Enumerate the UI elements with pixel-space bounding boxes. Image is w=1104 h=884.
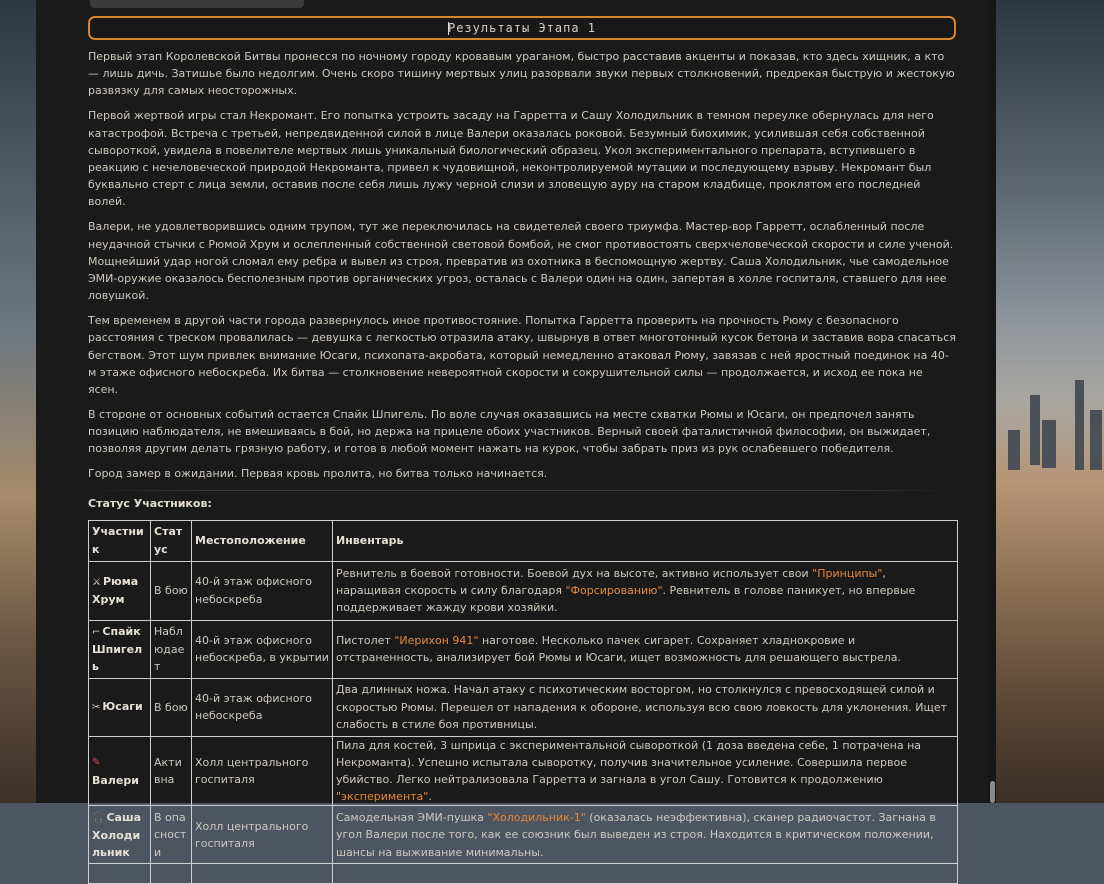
inventory-text: Ревнитель в боевой готовности. Боевой дух на высоте, активно использует свои: [336, 566, 813, 580]
table-cell-empty: [151, 864, 192, 884]
table-cell-empty: [192, 864, 333, 884]
participant-location: 40-й этаж офисного небоскреба: [192, 678, 333, 736]
participant-name-text: Спайк Шпигель: [92, 624, 143, 674]
highlighted-term: "Иерихон 941": [394, 633, 479, 647]
participant-name: [89, 620, 151, 678]
section-divider: [88, 490, 956, 491]
participant-inventory: [333, 736, 958, 806]
participant-status: В опасности: [151, 806, 192, 864]
content-panel: [36, 0, 996, 860]
background-ruin: [1075, 380, 1084, 470]
story-content: [88, 48, 956, 884]
story-paragraph: Тем временем в другой части города развернулось иное противостояние. Попытка Гарретта проверить на прочность Рюму с безопасного расстояния с треском провалилась — девушка с легкостью отразила атаку, швырнув в ответ многотонный кусок бетона и заставив вора спасаться бегством. Этот шум привлек внимание Юсаги, психопата-акробата, который немедленно атаковал Рюму, завязав с ней яростный поединок на 40-м этаже офисного небоскреба. Их битва — столкновение невероятной скорости и сокрушительной силы — продолжается, и исход ее пока не ясен.: [88, 314, 956, 397]
participant-status: В бою: [151, 678, 192, 736]
background-right-strip: [996, 0, 1104, 803]
inventory-text: Два длинных ножа. Начал атаку с психотическим восторгом, но столкнулся с превосходящей силой и скоростью Рюмы. Перешел от нападения к обороне, используя всю свою ловкость для уклонения. Ищет слабость в стиле боя противницы.: [336, 683, 948, 731]
participant-name-text: Валери: [92, 773, 139, 787]
participant-status: В бою: [151, 561, 192, 620]
syringe-icon: ✎: [92, 757, 101, 769]
stage-title: Результаты Этапа 1: [447, 21, 597, 35]
participant-inventory: [333, 561, 958, 620]
table-row: [89, 561, 958, 620]
highlighted-term: "Холодильник-1": [487, 811, 586, 825]
story-paragraph: В стороне от основных событий остается Спайк Шпигель. По воле случая оказавшись на месте схватки Рюмы и Юсаги, он предпочел занять позицию наблюдателя, не вмешиваясь в бой, но держа на прицеле обоих участников. Верный своей фаталистичной философии, он выжидает, позволяя другим делать грязную работу, и готов в любой момент нажать на курок, чтобы забрать приз из рук ослабевшего победителя.: [88, 408, 931, 456]
table-row: [89, 736, 958, 806]
background-ruin: [1042, 420, 1056, 468]
inventory-text: наготове. Несколько пачек сигарет. Сохраняет хладнокровие и отстраненность, анализирует бой Рюмы и Юсаги, ищет возможность для решающего выстрела.: [336, 633, 901, 665]
participant-inventory: [333, 678, 958, 736]
inventory-text: Пила для костей, 3 шприца с экспериментальной сывороткой (1 доза введена себе, 1 потрачена на Некроманта). Успешно испытала сыворотку, получив значительное усиление. Совершила первое убийство. Легко нейтрализовала Гарретта и загнала в угол Сашу. Готовится к продолжению: [336, 738, 922, 787]
background-ruin: [1090, 410, 1102, 470]
participant-name-text: Рюма Хрум: [92, 574, 139, 607]
inventory-text: Самодельная ЭМИ-пушка: [336, 811, 488, 825]
inventory-text: . Ревнитель в голове паникует, но впервые поддерживает жажду крови хозяйки.: [336, 584, 916, 615]
story-paragraph: Валери, не удовлетворившись одним трупом, тут же переключилась на свидетелей своего триумфа. Мастер-вор Гарретт, ослабленный после неудачной стычки с Рюмой Хрум и ослепленный собственной световой бомбой, не смог противостоять сверхчеловеческой скорости и силе ученой. Мощнейший удар ногой сломал ему ребра и вывел из строя, превратив из охотника в беспомощную жертву. Саша Холодильник, чье самодельное ЭМИ-оружие оказалось бесполезным против органических угроз, осталась с Валери один на один, запертая в холле госпиталя, ставшего для нее ловушкой.: [88, 220, 954, 303]
background-ruin: [1008, 430, 1020, 470]
participants-status-title: Статус Участников:: [88, 497, 212, 511]
table-row: [89, 864, 958, 884]
story-paragraph: Первой жертвой игры стал Некромант. Его попытка устроить засаду на Гарретта и Сашу Холодильник в темном переулке обернулась для него катастрофой. Встреча с третьей, непредвиденной силой в лице Валери оказалась роковой. Безумный биохимик, усилившая себя собственной сывороткой, увидела в повелителе мертвых лишь уникальный биологический образец. Укол экспериментального препарата, вступившего в реакцию с нечеловеческой природой Некроманта, привел к чудовищной, неконтролируемой мутации и последующему взрыву. Некромант был буквально стерт с лица земли, оставив после себя лишь лужу черной слизи и зловещую ауру на старом кладбище, проклятом его последней волей.: [88, 109, 934, 209]
table-row: [89, 806, 958, 864]
table-cell-empty: [333, 864, 958, 884]
participant-name: [89, 678, 151, 736]
highlighted-term: "эксперимента": [336, 790, 429, 804]
story-paragraph: Первый этап Королевской Битвы пронесся по ночному городу кровавым ураганом, быстро расставив акценты и показав, кто здесь хищник, а кто — лишь дичь. Затишье было недолгим. Очень скоро тишину мертвых улиц разорвали звуки первых столкновений, предрекая быструю и жестокую развязку для самых неосторожных.: [88, 50, 955, 98]
background-ruin: [1030, 395, 1040, 465]
table-cell-empty: [89, 864, 151, 884]
inventory-text: (оказалась неэффективна), сканер радиочастот. Загнана в угол Валери после того, как ее союзник был выведен из строя. Находится в критическом положении, шансы на выживание минимальны.: [336, 811, 936, 859]
inventory-text: , наращивая скорость и силу благодаря: [336, 566, 886, 598]
participant-name: [89, 806, 151, 864]
inventory-text: Пистолет: [336, 633, 395, 647]
header-status: Статус: [151, 520, 192, 561]
participant-location: 40-й этаж офисного небоскреба, в укрытии: [192, 620, 333, 678]
background-left-strip: [0, 0, 36, 803]
highlighted-term: "Принципы": [812, 566, 883, 580]
inventory-text: .: [428, 790, 432, 804]
header-participant: Участник: [89, 520, 151, 561]
highlighted-term: "Форсированию": [565, 584, 663, 598]
participant-location: Холл центрального госпиталя: [192, 736, 333, 806]
vertical-scrollbar[interactable]: [988, 0, 996, 803]
participant-name: [89, 561, 151, 620]
table-row: [89, 620, 958, 678]
knives-icon: ✂: [92, 702, 101, 714]
participant-location: Холл центрального госпиталя: [192, 806, 333, 864]
participant-name-text: Саша Холодильник: [92, 810, 142, 860]
pistol-icon: ⌐: [92, 626, 101, 638]
participant-status: Наблюдает: [151, 620, 192, 678]
participant-name: [89, 736, 151, 806]
participant-name-text: Юсаги: [102, 700, 143, 714]
story-paragraph: Город замер в ожидании. Первая кровь пролита, но битва только начинается.: [88, 467, 548, 481]
header-inventory: Инвентарь: [333, 520, 958, 561]
previous-element-stub: [90, 0, 304, 8]
stage-title-box: [88, 16, 956, 40]
participant-inventory: [333, 620, 958, 678]
participant-location: 40-й этаж офисного небоскреба: [192, 561, 333, 620]
crossed-swords-icon: ⚔: [92, 576, 101, 588]
table-row: [89, 678, 958, 736]
table-header-row: [89, 520, 958, 561]
header-location: Местоположение: [192, 520, 333, 561]
participant-status: Активна: [151, 736, 192, 806]
scrollbar-thumb[interactable]: [990, 781, 995, 803]
participant-inventory: [333, 806, 958, 864]
headphones-icon: 🎧: [92, 812, 105, 824]
participants-table: [88, 520, 958, 884]
